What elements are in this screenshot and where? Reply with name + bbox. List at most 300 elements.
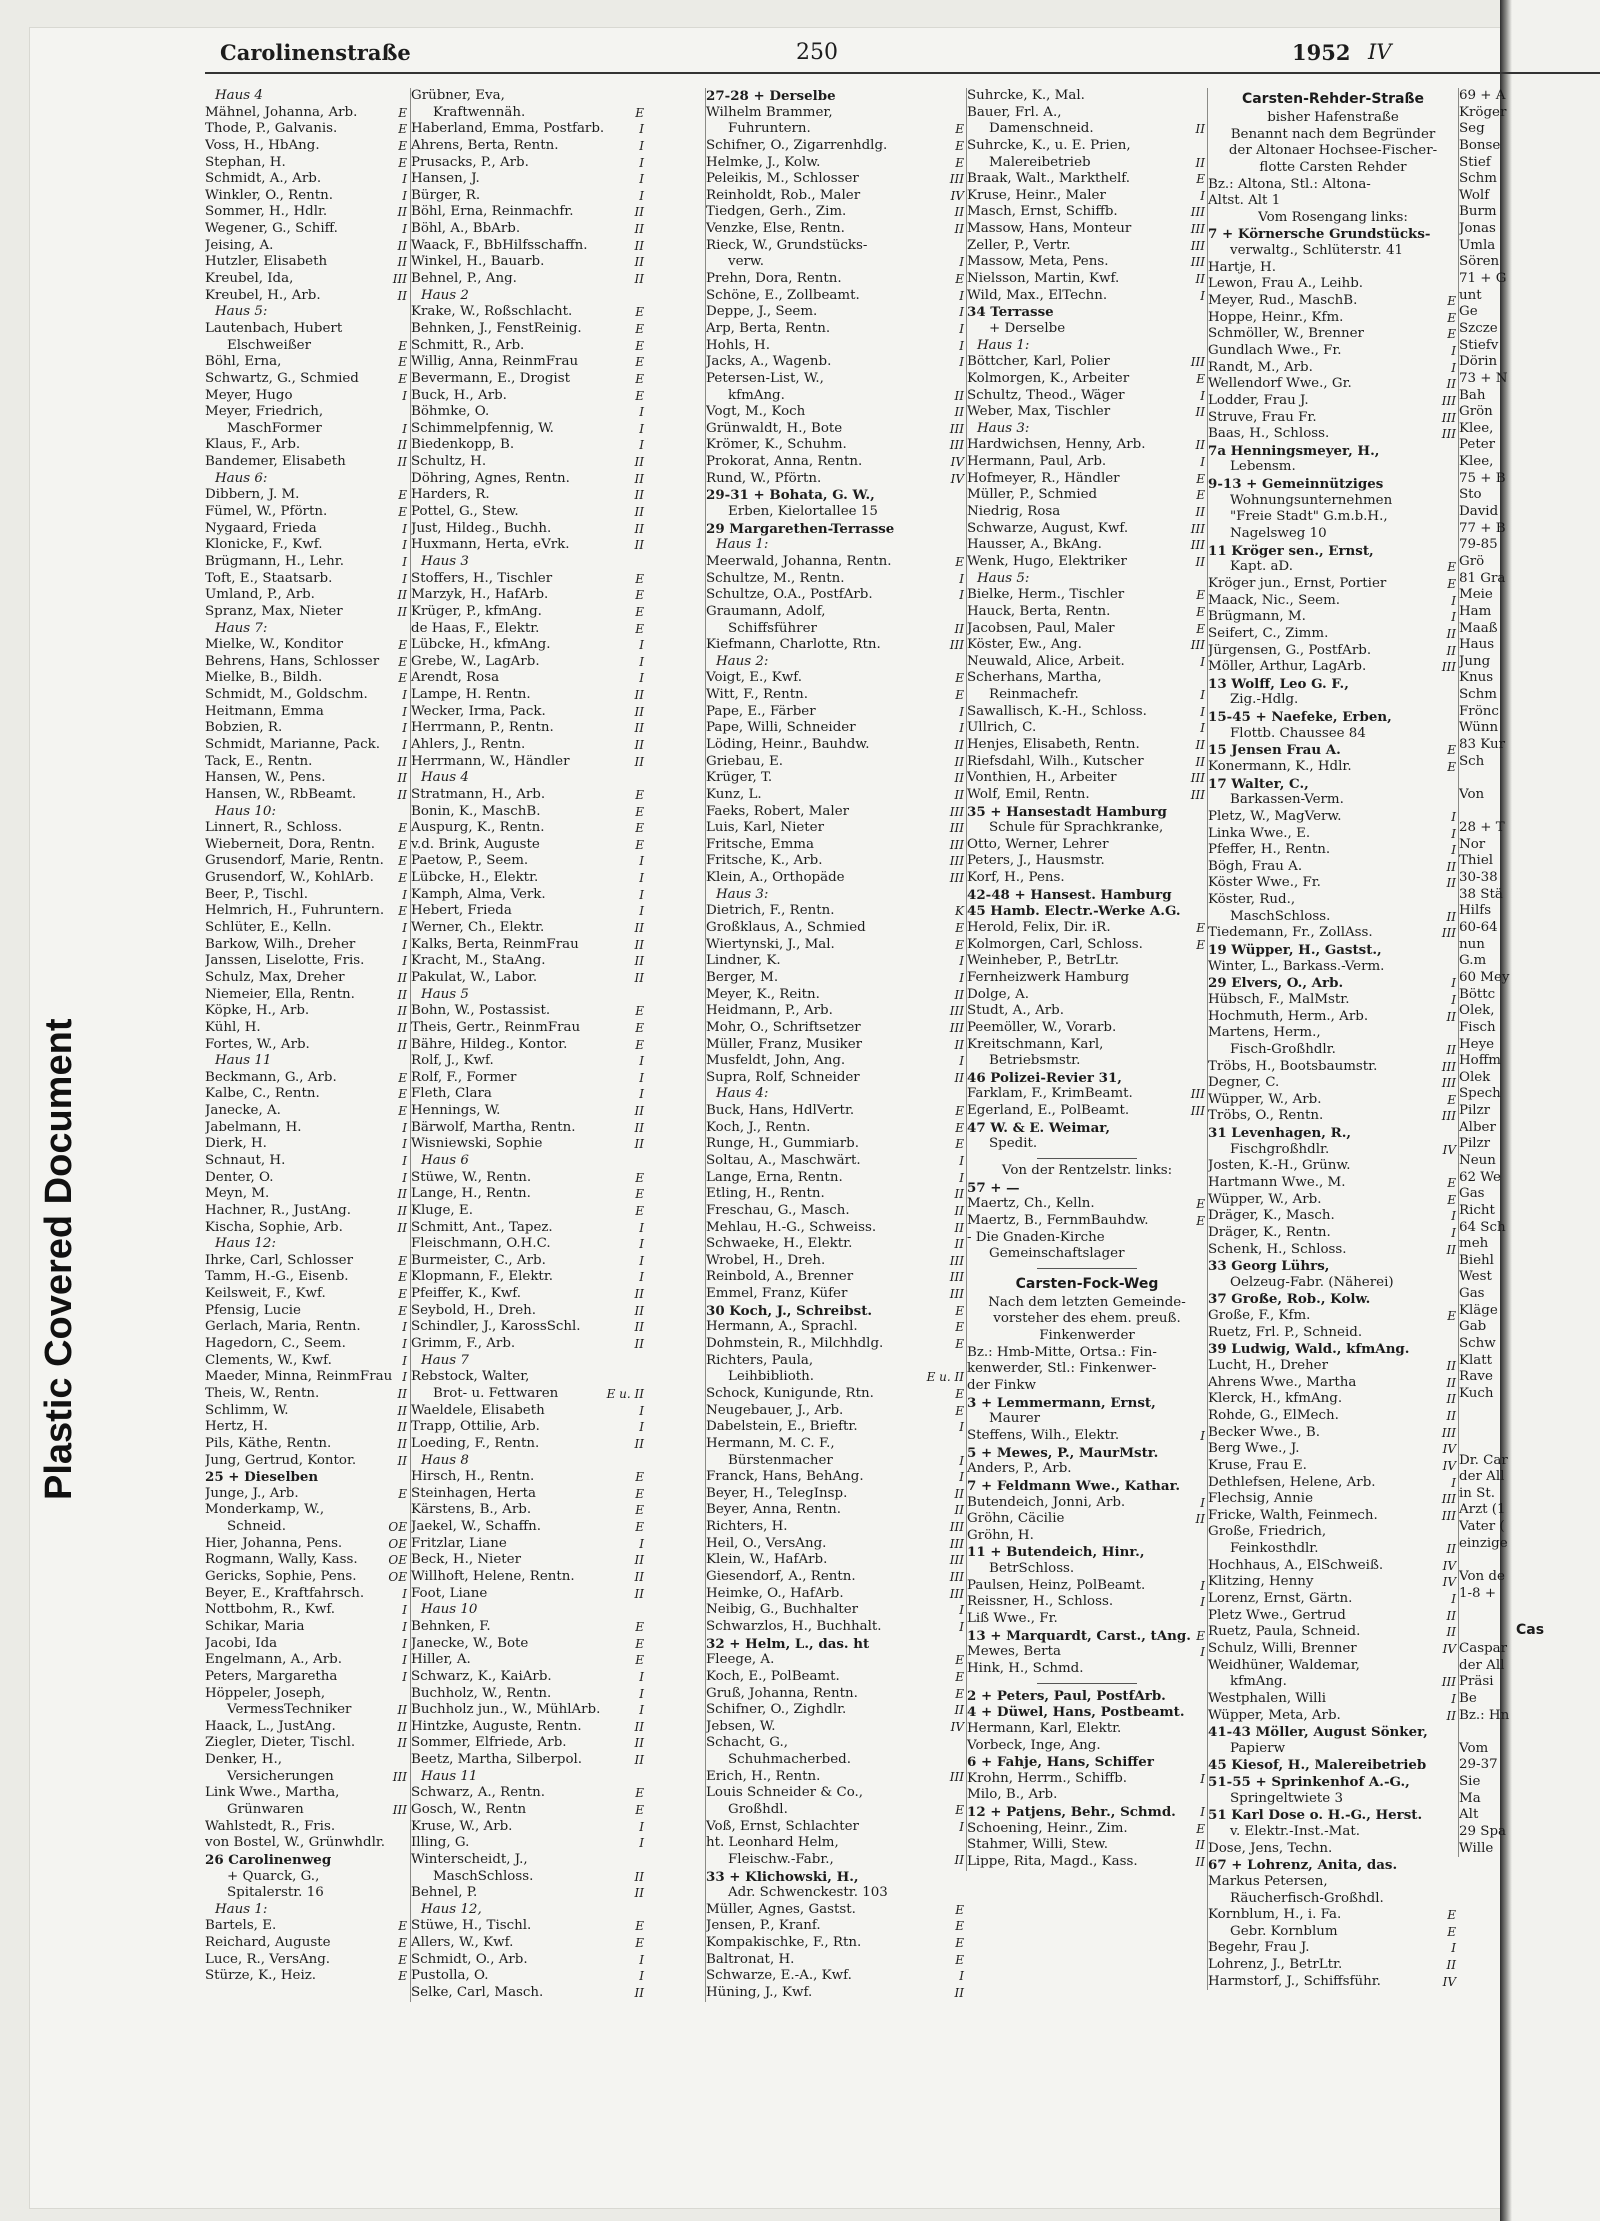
directory-entry bbox=[411, 953, 646, 970]
entry-text: Rieck, W., Grundstücks- bbox=[706, 237, 868, 253]
directory-entry bbox=[706, 587, 966, 604]
entry-text: Westphalen, Willi bbox=[1208, 1690, 1327, 1706]
directory-entry bbox=[205, 1453, 409, 1470]
directory-entry bbox=[411, 138, 646, 155]
floor-marker: I bbox=[402, 1370, 407, 1385]
floor-marker: E bbox=[1196, 604, 1205, 619]
directory-entry bbox=[706, 1003, 966, 1020]
floor-marker: II bbox=[397, 1703, 407, 1718]
directory-entry bbox=[706, 1269, 966, 1286]
entry-text: Maack, Nic., Seem. bbox=[1208, 592, 1341, 608]
floor-marker: E bbox=[635, 1919, 644, 1934]
entry-text: Spitalerstr. 16 bbox=[227, 1885, 324, 1901]
directory-entry bbox=[1459, 1586, 1600, 1603]
directory-entry bbox=[967, 1213, 1207, 1230]
entry-text: Haus bbox=[1459, 637, 1495, 653]
entry-text: Mähnel, Johanna, Arb. bbox=[205, 104, 358, 120]
directory-entry bbox=[706, 1186, 966, 1203]
directory-entry bbox=[1208, 1924, 1458, 1941]
floor-marker: IV bbox=[950, 471, 964, 486]
directory-entry bbox=[706, 288, 966, 305]
directory-entry bbox=[1208, 1225, 1458, 1242]
floor-marker: II bbox=[397, 1403, 407, 1418]
directory-entry bbox=[411, 171, 646, 188]
house-heading bbox=[205, 88, 409, 105]
directory-entry bbox=[411, 1269, 646, 1286]
entry-text: 3 + Lemmermann, Ernst, bbox=[967, 1394, 1156, 1411]
floor-marker: II bbox=[634, 737, 644, 752]
floor-marker: I bbox=[1451, 826, 1456, 841]
directory-entry bbox=[1459, 421, 1600, 438]
directory-entry bbox=[1208, 1907, 1458, 1924]
entry-text: Hink, H., Schmd. bbox=[967, 1660, 1084, 1676]
entry-text: Kraftwennäh. bbox=[433, 104, 526, 120]
floor-marker: E bbox=[635, 604, 644, 619]
directory-entry bbox=[967, 604, 1207, 621]
entry-text: Arzt (1 bbox=[1459, 1502, 1506, 1518]
directory-entry bbox=[205, 504, 409, 521]
floor-marker: I bbox=[639, 1969, 644, 1984]
entry-text: Bielke, Herm., Tischler bbox=[967, 587, 1125, 603]
house-number-entry bbox=[706, 88, 966, 105]
entry-text: Hier, Johanna, Pens. bbox=[205, 1535, 343, 1551]
floor-marker: I bbox=[1451, 1592, 1456, 1607]
directory-entry bbox=[1459, 1153, 1600, 1170]
directory-entry bbox=[411, 1619, 646, 1636]
floor-marker: II bbox=[397, 288, 407, 303]
directory-entry bbox=[205, 1203, 409, 1220]
entry-text: Stüwe, H., Tischl. bbox=[411, 1918, 532, 1934]
directory-entry bbox=[706, 1486, 966, 1503]
directory-entry bbox=[706, 1686, 966, 1703]
directory-entry bbox=[967, 870, 1207, 887]
entry-text: Sto bbox=[1459, 487, 1482, 503]
street-heading bbox=[1459, 1619, 1600, 1641]
floor-marker: III bbox=[392, 1769, 407, 1784]
directory-entry bbox=[967, 1738, 1207, 1755]
floor-marker: III bbox=[1441, 1076, 1456, 1091]
floor-marker: II bbox=[634, 954, 644, 969]
floor-marker: I bbox=[402, 554, 407, 569]
entry-text: Kiefmann, Charlotte, Rtn. bbox=[706, 637, 881, 653]
house-number-entry bbox=[967, 804, 1207, 821]
floor-marker: E bbox=[635, 804, 644, 819]
entry-text: VermessTechniker bbox=[227, 1702, 352, 1718]
floor-marker: II bbox=[1446, 377, 1456, 392]
house-number-entry bbox=[967, 1395, 1207, 1412]
entry-text: Schultze, M., Rentn. bbox=[706, 570, 845, 586]
floor-marker: I bbox=[639, 1220, 644, 1235]
directory-entry bbox=[967, 1661, 1207, 1678]
entry-text: Cas bbox=[1515, 1621, 1545, 1638]
floor-marker: II bbox=[954, 1852, 964, 1867]
entry-text: 33 + Klichowski, H., bbox=[706, 1868, 859, 1885]
entry-text: 37 Große, Rob., Kolw. bbox=[1208, 1291, 1371, 1308]
directory-entry bbox=[706, 1386, 966, 1403]
directory-entry bbox=[1208, 659, 1458, 676]
entry-text: 7 + Körnersche Grundstücks- bbox=[1208, 226, 1431, 243]
street-heading bbox=[967, 1273, 1207, 1295]
entry-text: Erich, H., Rentn. bbox=[706, 1768, 821, 1784]
directory-entry bbox=[1459, 1602, 1600, 1619]
floor-marker: I bbox=[959, 1420, 964, 1435]
entry-text: Benannt nach dem Begründer bbox=[1230, 126, 1436, 142]
entry-text: Beyer, H., TelegInsp. bbox=[706, 1485, 848, 1501]
directory-entry bbox=[1459, 1807, 1600, 1824]
floor-marker: II bbox=[954, 987, 964, 1002]
directory-entry bbox=[205, 953, 409, 970]
directory-entry bbox=[411, 1286, 646, 1303]
entry-text: Maurer bbox=[989, 1411, 1041, 1427]
directory-entry bbox=[205, 1319, 409, 1336]
directory-entry bbox=[967, 670, 1207, 687]
directory-entry bbox=[706, 105, 966, 122]
floor-marker: II bbox=[634, 1287, 644, 1302]
entry-text: Buck, H., Arb. bbox=[411, 387, 507, 403]
entry-text: 81 Gra bbox=[1459, 570, 1506, 586]
directory-entry bbox=[1208, 726, 1458, 743]
entry-text: Großklaus, A., Schmied bbox=[706, 920, 866, 936]
entry-text: Pustolla, O. bbox=[411, 1968, 489, 1984]
entry-text: Tamm, H.-G., Eisenb. bbox=[205, 1269, 349, 1285]
entry-text: Stüwe, W., Rentn. bbox=[411, 1169, 532, 1185]
directory-entry bbox=[205, 1220, 409, 1237]
entry-text: Bähre, Hildeg., Kontor. bbox=[411, 1036, 568, 1052]
entry-text: Beyer, Anna, Rentn. bbox=[706, 1502, 842, 1518]
floor-marker: III bbox=[1190, 205, 1205, 220]
house-number-entry bbox=[967, 304, 1207, 321]
entry-text: Bonse bbox=[1459, 137, 1501, 153]
floor-marker: I bbox=[1200, 288, 1205, 303]
floor-marker: III bbox=[949, 172, 964, 187]
house-heading bbox=[411, 987, 646, 1004]
directory-entry bbox=[205, 1802, 409, 1819]
directory-entry bbox=[967, 554, 1207, 571]
directory-entry bbox=[1208, 360, 1458, 377]
floor-marker: II bbox=[634, 1736, 644, 1751]
floor-marker: II bbox=[397, 754, 407, 769]
entry-text: Schifner, O., Zighdlr. bbox=[706, 1702, 847, 1718]
directory-entry bbox=[1208, 393, 1458, 410]
directory-entry bbox=[1459, 1103, 1600, 1120]
entry-text: Ruetz, Frl. P., Schneid. bbox=[1208, 1324, 1363, 1340]
house-number-entry bbox=[1208, 1724, 1458, 1741]
directory-entry bbox=[205, 354, 409, 371]
entry-text: Herrmann, P., Rentn. bbox=[411, 720, 554, 736]
floor-marker: I bbox=[402, 571, 407, 586]
entry-text: Fricke, Walth, Feinmech. bbox=[1208, 1507, 1378, 1523]
directory-entry bbox=[411, 1735, 646, 1752]
entry-text: Großhdl. bbox=[728, 1801, 788, 1817]
house-heading bbox=[205, 1053, 409, 1070]
directory-entry bbox=[411, 1203, 646, 1220]
floor-marker: E bbox=[398, 1253, 407, 1268]
directory-columns bbox=[205, 88, 1600, 2218]
directory-entry bbox=[1459, 271, 1600, 288]
entry-text: Klatt bbox=[1459, 1352, 1493, 1368]
directory-entry bbox=[205, 437, 409, 454]
directory-entry bbox=[1459, 754, 1600, 771]
directory-entry bbox=[1208, 1242, 1458, 1259]
house-heading bbox=[411, 1353, 646, 1370]
directory-entry bbox=[967, 970, 1207, 987]
entry-text: Klee, bbox=[1459, 454, 1494, 470]
floor-marker: E bbox=[955, 554, 964, 569]
directory-entry bbox=[411, 920, 646, 937]
entry-text: Konermann, K., Hdlr. bbox=[1208, 758, 1352, 774]
directory-entry bbox=[706, 1918, 966, 1935]
directory-entry bbox=[411, 1502, 646, 1519]
entry-text: Dräger, K., Rentn. bbox=[1208, 1224, 1331, 1240]
directory-entry bbox=[706, 1968, 966, 1985]
entry-text: unt bbox=[1459, 287, 1482, 303]
entry-text: Hartmann Wwe., M. bbox=[1208, 1175, 1346, 1190]
entry-text: Haus 2 bbox=[421, 287, 469, 303]
entry-text: Buck, Hans, HdlVertr. bbox=[706, 1103, 855, 1119]
entry-text: Meyer, Friedrich, bbox=[205, 404, 324, 420]
entry-text: Rave bbox=[1459, 1369, 1493, 1385]
directory-entry bbox=[1459, 1053, 1600, 1070]
directory-entry bbox=[1459, 338, 1600, 355]
floor-marker: II bbox=[954, 222, 964, 237]
floor-marker: E bbox=[955, 1669, 964, 1684]
floor-marker: III bbox=[1441, 410, 1456, 425]
entry-text: 11 Kröger sen., Ernst, bbox=[1208, 542, 1374, 559]
entry-text: Schultz, Theod., Wäger bbox=[967, 387, 1125, 403]
directory-entry bbox=[706, 953, 966, 970]
directory-entry bbox=[1208, 1308, 1458, 1325]
directory-entry bbox=[1459, 820, 1600, 837]
entry-text: Köster, Ew., Ang. bbox=[967, 637, 1082, 653]
directory-entry bbox=[411, 1120, 646, 1137]
entry-text: Be bbox=[1459, 1690, 1477, 1706]
floor-marker: III bbox=[1190, 255, 1205, 270]
house-number-entry bbox=[967, 1478, 1207, 1495]
directory-entry bbox=[1208, 792, 1458, 809]
entry-text: Pilzr bbox=[1459, 1103, 1491, 1119]
directory-entry bbox=[706, 770, 966, 787]
floor-marker: E bbox=[398, 1070, 407, 1085]
directory-entry bbox=[205, 987, 409, 1004]
entry-text: Bz.: Altona, Stl.: Altona- bbox=[1208, 176, 1371, 192]
directory-entry bbox=[1208, 509, 1458, 526]
directory-entry bbox=[411, 1702, 646, 1719]
directory-entry bbox=[411, 587, 646, 604]
directory-entry bbox=[967, 1611, 1207, 1628]
directory-entry bbox=[411, 1086, 646, 1103]
entry-text: Paetow, P., Seem. bbox=[411, 853, 529, 869]
directory-entry bbox=[706, 1719, 966, 1736]
entry-text: Massow, Hans, Monteur bbox=[967, 221, 1132, 237]
directory-entry bbox=[1459, 1170, 1600, 1187]
entry-text: Meyer, Rud., MaschB. bbox=[1208, 293, 1358, 309]
entry-text: Pfeffer, H., Rentn. bbox=[1208, 842, 1331, 858]
entry-text: 7 + Feldmann Wwe., Kathar. bbox=[967, 1477, 1181, 1494]
house-number-entry bbox=[967, 1754, 1207, 1771]
directory-entry bbox=[411, 1186, 646, 1203]
entry-text: vorsteher des ehem. preuß. bbox=[993, 1311, 1181, 1327]
entry-text: Hansen, W., RbBeamt. bbox=[205, 786, 357, 802]
floor-marker: E bbox=[398, 105, 407, 120]
floor-marker: II bbox=[1195, 405, 1205, 420]
floor-marker: I bbox=[402, 1353, 407, 1368]
directory-entry bbox=[706, 421, 966, 438]
house-number-entry bbox=[205, 1852, 409, 1869]
directory-entry bbox=[205, 654, 409, 671]
directory-entry bbox=[1459, 887, 1600, 904]
floor-marker: III bbox=[949, 1287, 964, 1302]
house-number-entry bbox=[1208, 1757, 1458, 1774]
directory-entry bbox=[411, 621, 646, 638]
entry-text: Pilzr bbox=[1459, 1136, 1491, 1152]
entry-text: Mielke, B., Bildh. bbox=[205, 670, 323, 686]
directory-entry bbox=[1459, 1502, 1600, 1519]
floor-marker: E bbox=[955, 1902, 964, 1917]
floor-marker: II bbox=[634, 688, 644, 703]
directory-entry bbox=[411, 887, 646, 904]
floor-marker: E bbox=[955, 688, 964, 703]
entry-text: 38 Stä bbox=[1459, 886, 1503, 902]
floor-marker: I bbox=[959, 1819, 964, 1834]
entry-text: Linka Wwe., E. bbox=[1208, 825, 1311, 841]
floor-marker: K bbox=[955, 904, 964, 919]
directory-entry bbox=[1459, 521, 1600, 538]
entry-text: Nor bbox=[1459, 836, 1486, 852]
entry-text: Schiffsführer bbox=[728, 620, 817, 636]
directory-entry bbox=[1459, 537, 1600, 554]
entry-text: Wille bbox=[1459, 1840, 1494, 1856]
entry-text: Schwarz, A., Rentn. bbox=[411, 1785, 546, 1801]
floor-marker: II bbox=[954, 621, 964, 636]
floor-marker: I bbox=[959, 1453, 964, 1468]
directory-entry bbox=[1208, 1325, 1458, 1342]
floor-marker: I bbox=[1200, 388, 1205, 403]
floor-marker: III bbox=[1190, 538, 1205, 553]
directory-entry bbox=[967, 621, 1207, 638]
floor-marker: E bbox=[398, 1104, 407, 1119]
directory-entry bbox=[1459, 737, 1600, 754]
entry-text: 71 + G bbox=[1459, 271, 1507, 287]
directory-entry bbox=[706, 1170, 966, 1187]
floor-marker: II bbox=[1195, 737, 1205, 752]
entry-text: Haus 11 bbox=[215, 1053, 272, 1069]
entry-text: Sie bbox=[1459, 1774, 1481, 1790]
directory-entry bbox=[205, 920, 409, 937]
directory-entry bbox=[967, 171, 1207, 188]
directory-entry bbox=[411, 1968, 646, 1985]
entry-text: Maeder, Minna, ReinmFrau bbox=[205, 1369, 393, 1385]
entry-text: Böhmke, O. bbox=[411, 404, 490, 420]
directory-entry bbox=[967, 1428, 1207, 1445]
directory-entry bbox=[205, 1536, 409, 1553]
floor-marker: II bbox=[397, 1037, 407, 1052]
directory-entry bbox=[411, 1785, 646, 1802]
directory-entry bbox=[205, 754, 409, 771]
entry-text: Neun bbox=[1459, 1153, 1496, 1168]
entry-text: 33 Georg Lührs, bbox=[1208, 1258, 1330, 1275]
directory-entry bbox=[967, 770, 1207, 787]
directory-entry bbox=[1459, 388, 1600, 405]
floor-marker: I bbox=[639, 1237, 644, 1252]
directory-entry bbox=[1459, 1708, 1600, 1725]
entry-text: Dolge, A. bbox=[967, 986, 1030, 1002]
entry-text: Nottbohm, R., Kwf. bbox=[205, 1602, 336, 1618]
entry-text: Ziegler, Dieter, Tischl. bbox=[205, 1735, 356, 1751]
entry-text: Pakulat, W., Labor. bbox=[411, 969, 538, 985]
floor-marker: I bbox=[402, 172, 407, 187]
directory-entry bbox=[967, 1594, 1207, 1611]
entry-text: Schmidt, Marianne, Pack. bbox=[205, 736, 381, 752]
directory-entry bbox=[706, 853, 966, 870]
floor-marker: II bbox=[397, 455, 407, 470]
floor-marker: I bbox=[1451, 1225, 1456, 1240]
entry-text: Erben, Kielortallee 15 bbox=[728, 504, 878, 520]
floor-marker: II bbox=[1195, 554, 1205, 569]
floor-marker: III bbox=[1190, 787, 1205, 802]
directory-entry bbox=[411, 1037, 646, 1054]
entry-text: Seg bbox=[1459, 121, 1485, 137]
directory-entry bbox=[1208, 1358, 1458, 1375]
directory-entry bbox=[706, 987, 966, 1004]
floor-marker: III bbox=[392, 272, 407, 287]
directory-entry bbox=[967, 238, 1207, 255]
entry-text: Vater ( bbox=[1459, 1519, 1505, 1535]
entry-text: Schwartz, G., Schmied bbox=[205, 370, 359, 386]
entry-text: Pletz, W., MagVerw. bbox=[1208, 808, 1342, 824]
entry-text: Seifert, C., Zimm. bbox=[1208, 625, 1329, 641]
entry-text: Wilhelm Brammer, bbox=[706, 104, 833, 120]
entry-text: Richters, Paula, bbox=[706, 1352, 814, 1368]
floor-marker: E bbox=[1447, 1192, 1456, 1207]
floor-marker: I bbox=[639, 1536, 644, 1551]
directory-entry bbox=[411, 1885, 646, 1902]
entry-text: Foot, Liane bbox=[411, 1585, 488, 1601]
entry-text: Pottel, G., Stew. bbox=[411, 504, 519, 520]
entry-text: v.d. Brink, Auguste bbox=[411, 836, 540, 852]
entry-text: Malereibetrieb bbox=[989, 154, 1091, 170]
entry-text: Schlimm, W. bbox=[205, 1402, 289, 1418]
directory-entry bbox=[1459, 621, 1600, 638]
floor-marker: II bbox=[397, 970, 407, 985]
floor-marker: I bbox=[639, 1952, 644, 1967]
entry-text: Olek, bbox=[1459, 1003, 1495, 1019]
directory-entry bbox=[411, 804, 646, 821]
entry-text: 15-45 + Naefeke, Erben, bbox=[1208, 709, 1392, 726]
floor-marker: E bbox=[635, 105, 644, 120]
directory-entry bbox=[205, 1669, 409, 1686]
floor-marker: E bbox=[955, 1802, 964, 1817]
entry-text: Nach dem letzten Gemeinde- bbox=[988, 1294, 1186, 1310]
floor-marker: II bbox=[634, 255, 644, 270]
floor-marker: II bbox=[954, 737, 964, 752]
directory-entry bbox=[1459, 554, 1600, 571]
entry-text: Peter bbox=[1459, 437, 1496, 453]
entry-text: ht. Leonhard Helm, bbox=[706, 1835, 839, 1851]
entry-text: Willhoft, Helene, Rentn. bbox=[411, 1569, 575, 1585]
directory-entry bbox=[706, 454, 966, 471]
entry-text: einzige bbox=[1459, 1535, 1508, 1551]
floor-marker: E bbox=[1196, 1821, 1205, 1836]
directory-entry bbox=[706, 1735, 966, 1752]
directory-entry bbox=[706, 554, 966, 571]
directory-entry bbox=[706, 937, 966, 954]
entry-text: Behnken, J., FenstReinig. bbox=[411, 320, 582, 336]
entry-text: Hilfs bbox=[1459, 903, 1492, 919]
entry-text: Hiller, A. bbox=[411, 1652, 471, 1668]
entry-text: Theis, W., Rentn. bbox=[205, 1385, 320, 1401]
directory-entry bbox=[706, 903, 966, 920]
entry-text: Steffens, Wilh., Elektr. bbox=[967, 1427, 1120, 1443]
